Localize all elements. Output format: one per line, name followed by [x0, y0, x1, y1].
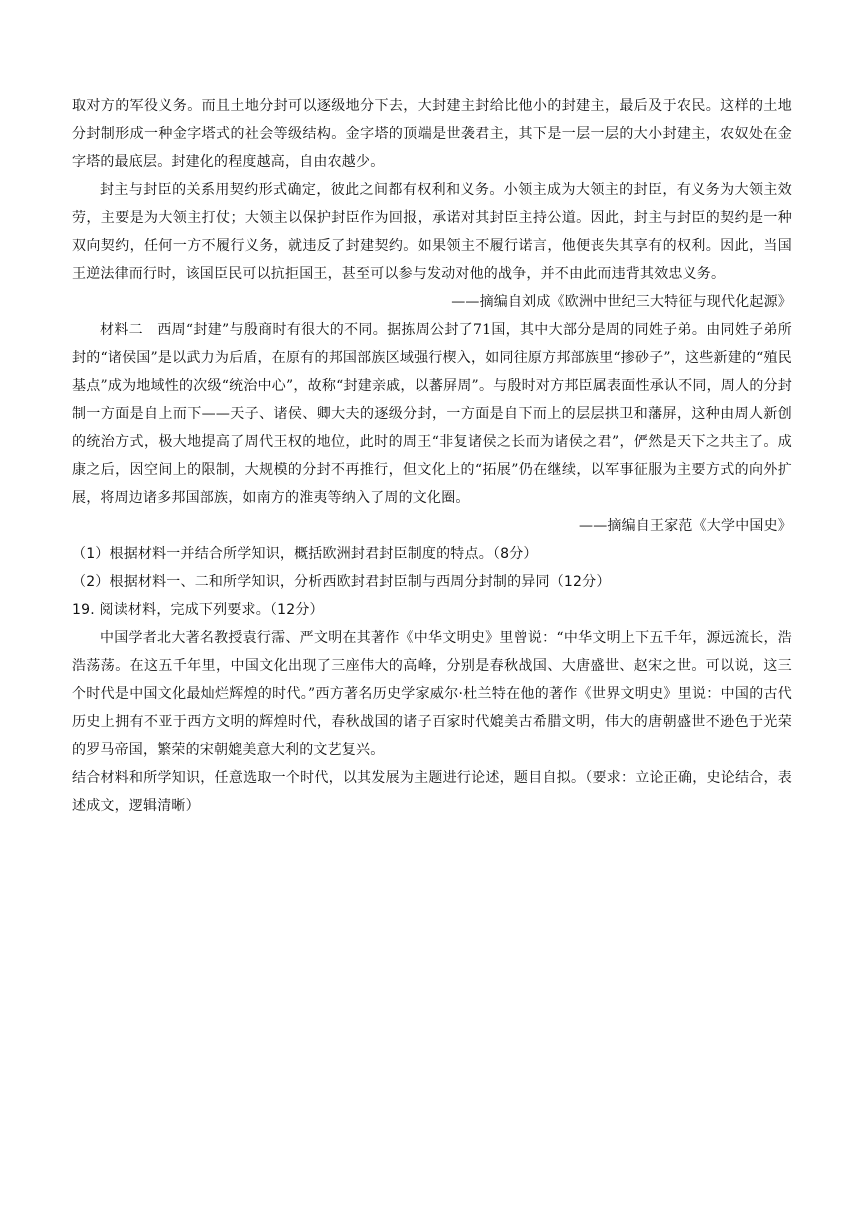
- question-19-heading: 19. 阅读材料，完成下列要求。（12分）: [72, 602, 324, 618]
- material-one-paragraph-2: 封主与封臣的关系用契约形式确定，彼此之间都有权利和义务。小领主成为大领主的封臣，有义务为大领主效劳，主要是为大领主打仗；大领主以保护封臣作为回报，承诺对其封臣主持公道。因此，封主与封臣的契约是一种双向契约，任何一方不履行义务，就违反了封建契约。如果领主不履行诺言，他便丧失其享有的权利。因此，当国王逆法律而行时，该国臣民可以抗拒国王，甚至可以参与发动对他的战争，并不由此而违背其效忠义务。: [72, 182, 792, 282]
- question-18-part-1: （1）根据材料一并结合所学知识，概括欧洲封君封臣制度的特点。（8分）: [72, 546, 538, 562]
- question-19-task: 结合材料和所学知识，任意选取一个时代，以其发展为主题进行论述，题目自拟。（要求：立论正确，史论结合，表述成文，逻辑清晰）: [72, 770, 792, 814]
- exam-page: [72, 92, 792, 820]
- material-one-source: ——摘编自刘成《欧洲中世纪三大特征与现代化起源》: [451, 294, 792, 310]
- question-19-material: 中国学者北大著名教授袁行霈、严文明在其著作《中华文明史》里曾说：“中华文明上下五千年，源远流长，浩浩荡荡。在这五千年里，中国文化出现了三座伟大的高峰，分别是春秋战国、大唐盛世、赵宋之世。可以说，这三个时代是中国文化最灿烂辉煌的时代。”西方著名历史学家威尔·杜兰特在他的著作《世界文明史》里说：中国的古代历史上拥有不亚于西方文明的辉煌时代，春秋战国的诸子百家时代媲美古希腊文明，伟大的唐朝盛世不逊色于光荣的罗马帝国，繁荣的宋朝媲美意大利的文艺复兴。: [72, 630, 792, 758]
- question-18-part-2: （2）根据材料一、二和所学知识，分析西欧封君封臣制与西周分封制的异同（12分）: [72, 574, 611, 590]
- material-two-source: ——摘编自王家范《大学中国史》: [579, 518, 792, 534]
- material-one-paragraph-1: 取对方的军役义务。而且土地分封可以逐级地分下去，大封建主封给比他小的封建主，最后及于农民。这样的土地分封制形成一种金字塔式的社会等级结构。金字塔的顶端是世袭君主，其下是一层一层的大小封建主，农奴处在金字塔的最底层。封建化的程度越高，自由农越少。: [72, 98, 792, 170]
- material-two-paragraph: 材料二 西周“封建”与殷商时有很大的不同。据拣周公封了71国，其中大部分是周的同姓子弟。由同姓子弟所封的“诸侯国”是以武力为后盾，在原有的邦国部族区域强行楔入，如同往原方邦部族里“掺砂子”，这些新建的“殖民基点”成为地域性的次级“统治中心”，故称“封建亲戚，以蕃屏周”。与殷时对方邦臣属表面性承认不同，周人的分封制一方面是自上而下——天子、诸侯、卿大夫的逐级分封，一方面是自下而上的层层拱卫和藩屏，这种由周人新创的统治方式，极大地提高了周代王权的地位，此时的周王“非复诸侯之长而为诸侯之君”，俨然是天下之共主了。成康之后，因空间上的限制，大规模的分封不再推行，但文化上的“拓展”仍在继续，以军事征服为主要方式的向外扩展，将周边诸多邦国部族，如南方的淮夷等纳入了周的文化圈。: [72, 322, 792, 506]
